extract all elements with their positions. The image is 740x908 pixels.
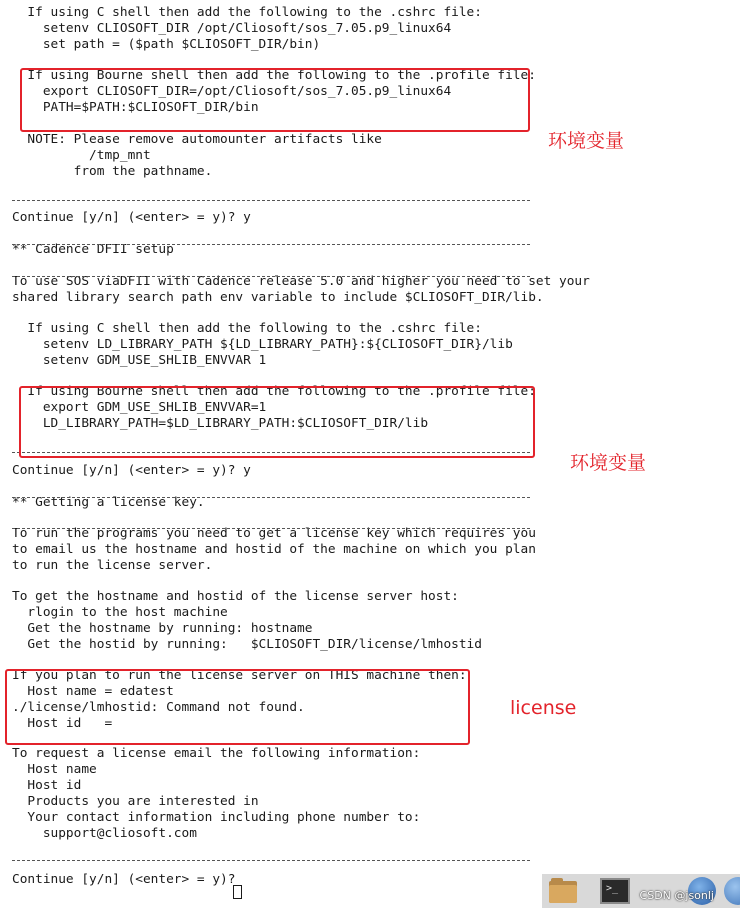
terminal-line: shared library search path env variable to include $CLIOSOFT_DIR/lib. — [12, 290, 544, 305]
terminal-line: setenv LD_LIBRARY_PATH ${LD_LIBRARY_PATH}:${CLIOSOFT_DIR}/lib — [12, 337, 513, 352]
terminal-line: NOTE: Please remove automounter artifacts like — [12, 132, 382, 147]
terminal-line: PATH=$PATH:$CLIOSOFT_DIR/bin — [12, 100, 259, 115]
network-icon[interactable] — [724, 877, 740, 905]
terminal-line: Your contact information including phone number to: — [12, 810, 421, 825]
highlight-box-bourne-ldpath — [19, 386, 535, 458]
folder-icon[interactable] — [548, 878, 578, 904]
terminal-line: ** Cadence DFII setup — [12, 242, 174, 257]
terminal-cursor[interactable] — [233, 885, 242, 899]
separator-line — [12, 497, 530, 498]
terminal-line: LD_LIBRARY_PATH=$LD_LIBRARY_PATH:$CLIOSOFT_DIR/lib — [12, 416, 429, 431]
terminal-line: If using C shell then add the following to the .cshrc file: — [12, 5, 482, 20]
terminal-line: setenv CLIOSOFT_DIR /opt/Cliosoft/sos_7.05.p9_linux64 — [12, 21, 452, 36]
terminal-line: ./license/lmhostid: Command not found. — [12, 700, 305, 715]
terminal-line: set path = ($path $CLIOSOFT_DIR/bin) — [12, 37, 321, 52]
terminal-line: rlogin to the host machine — [12, 605, 228, 620]
terminal-line: support@cliosoft.com — [12, 826, 197, 841]
terminal-line: If using C shell then add the following to the .cshrc file: — [12, 321, 482, 336]
terminal-line: to email us the hostname and hostid of the machine on which you plan — [12, 542, 536, 557]
terminal-line: Continue [y/n] (<enter> = y)? — [12, 872, 244, 887]
terminal-line: If you plan to run the license server on THIS machine then: — [12, 668, 467, 683]
terminal-line: from the pathname. — [12, 164, 213, 179]
terminal-line: ** Getting a license key. — [12, 495, 205, 510]
annotation-license: license — [510, 697, 577, 719]
terminal-line: export CLIOSOFT_DIR=/opt/Cliosoft/sos_7.05.p9_linux64 — [12, 84, 452, 99]
terminal-icon[interactable]: >_ — [600, 878, 630, 904]
terminal-line: Host name = edatest — [12, 684, 174, 699]
highlight-box-license — [5, 669, 470, 745]
terminal-line: Continue [y/n] (<enter> = y)? y — [12, 210, 251, 225]
terminal-line: Host name — [12, 762, 97, 777]
terminal-line: Products you are interested in — [12, 794, 259, 809]
separator-line — [12, 276, 530, 277]
terminal-line: Continue [y/n] (<enter> = y)? y — [12, 463, 251, 478]
separator-line — [12, 528, 530, 529]
terminal-line: If using Bourne shell then add the following to the .profile file: — [12, 384, 536, 399]
terminal-line: To run the programs you need to get a license key which requires you — [12, 526, 536, 541]
terminal-line: To get the hostname and hostid of the license server host: — [12, 589, 459, 604]
highlight-box-bourne-path — [20, 68, 530, 132]
separator-line — [12, 200, 530, 201]
separator-line — [12, 860, 530, 861]
terminal-line: to run the license server. — [12, 558, 213, 573]
separator-line — [12, 244, 530, 245]
taskbar — [542, 874, 740, 908]
terminal-line: /tmp_mnt — [12, 148, 151, 163]
terminal-line: Host id = — [12, 716, 113, 731]
watermark: CSDN @jsonlj — [639, 889, 714, 902]
terminal-line: To use SOS viaDFII with Cadence release 5.0 and higher you need to set your — [12, 274, 590, 289]
annotation-env-var-2: 环境变量 — [570, 452, 647, 474]
terminal-line: Get the hostname by running: hostname — [12, 621, 313, 636]
terminal-line: Host id — [12, 778, 82, 793]
terminal-line: To request a license email the following information: — [12, 746, 421, 761]
terminal-line: If using Bourne shell then add the following to the .profile file: — [12, 68, 536, 83]
terminal-line: setenv GDM_USE_SHLIB_ENVVAR 1 — [12, 353, 267, 368]
annotation-env-var-1: 环境变量 — [548, 130, 625, 152]
terminal-line: Get the hostid by running: $CLIOSOFT_DIR/license/lmhostid — [12, 637, 482, 652]
terminal-line: export GDM_USE_SHLIB_ENVVAR=1 — [12, 400, 267, 415]
